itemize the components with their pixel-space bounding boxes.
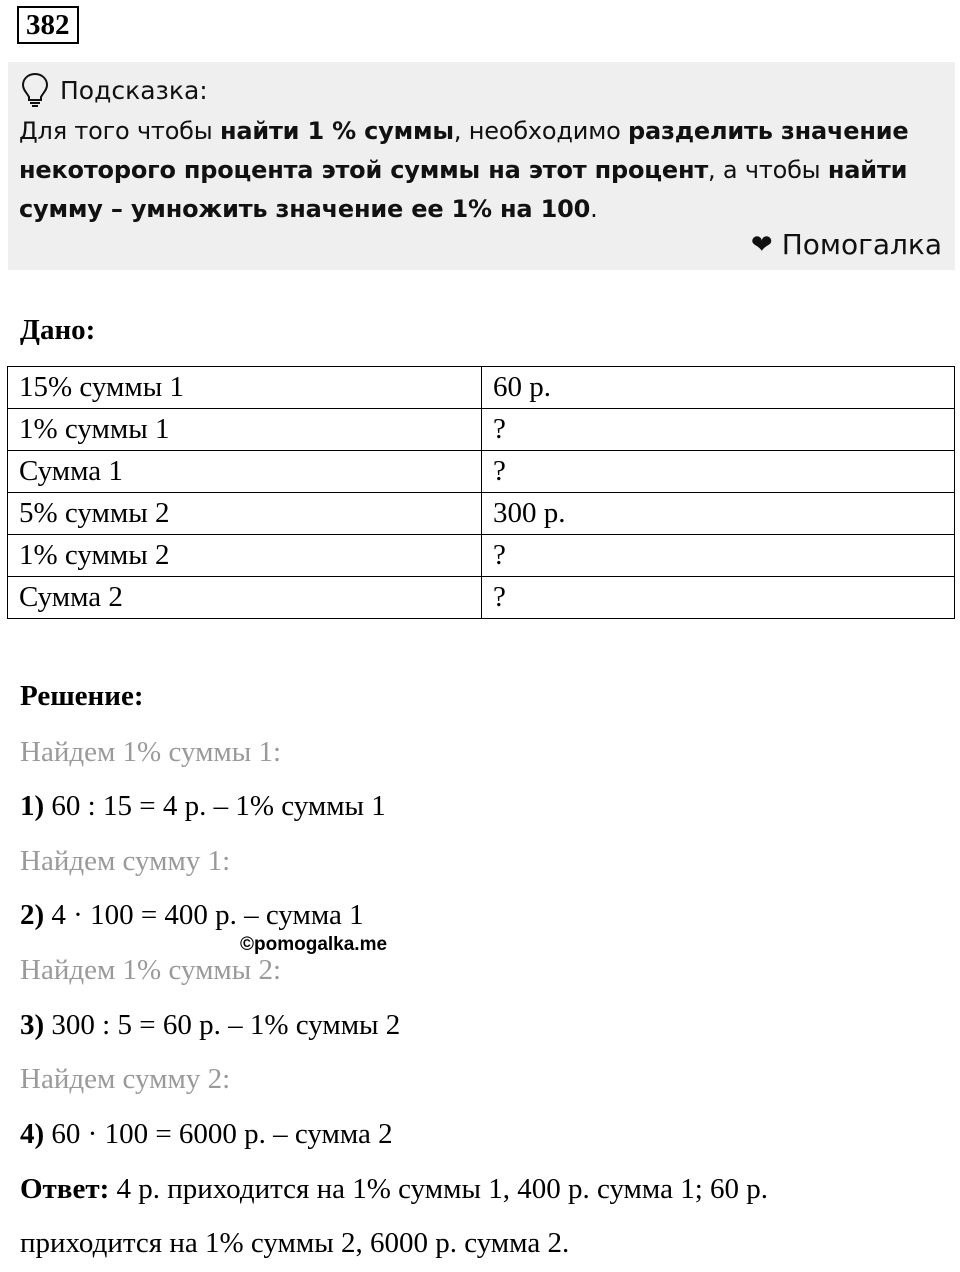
table-cell-name: Сумма 2 <box>8 577 482 619</box>
lightbulb-icon <box>20 72 50 108</box>
table-cell-name: 5% суммы 2 <box>8 493 482 535</box>
answer-line-2: приходится на 1% суммы 2, 6000 р. сумма 2. <box>20 1227 570 1259</box>
step-line <box>20 1009 400 1042</box>
watermark: ©pomogalka.me <box>240 934 388 955</box>
table-row <box>8 493 955 535</box>
answer-line-1 <box>20 1173 768 1206</box>
hint-segment: , необходимо <box>453 117 629 145</box>
step-comment: Найдем 1% суммы 1: <box>20 736 282 768</box>
table-row <box>8 451 955 493</box>
hint-title: Подсказка: <box>60 75 208 105</box>
step-line <box>20 1118 393 1151</box>
given-table <box>7 366 955 619</box>
table-cell-name: Сумма 1 <box>8 451 482 493</box>
table-cell-name: 15% суммы 1 <box>8 367 482 409</box>
step-line <box>20 790 386 823</box>
table-row <box>8 409 955 451</box>
task-number: 382 <box>17 6 79 44</box>
brand <box>751 228 942 261</box>
table-cell-value: ? <box>482 577 955 619</box>
brand-name: Помогалка <box>781 228 942 261</box>
step-number: 2) <box>20 899 45 931</box>
table-row <box>8 535 955 577</box>
step-text: 60 : 15 = 4 р. – 1% суммы 1 <box>44 790 386 822</box>
table-row <box>8 367 955 409</box>
answer-text: 4 р. приходится на 1% суммы 1, 400 р. сумма 1; 60 р. <box>109 1173 768 1205</box>
hint-segment-bold: найти сумму – умножить значение ее 1% на 100 <box>19 156 908 223</box>
hint-segment-bold: разделить значение некоторого процента этой суммы на этот процент <box>19 117 909 184</box>
step-text: 4 · 100 = 400 р. – сумма 1 <box>44 899 364 931</box>
table-cell-value: ? <box>482 451 955 493</box>
given-label: Дано: <box>20 314 96 346</box>
table-cell-value: ? <box>482 535 955 577</box>
step-comment: Найдем 1% суммы 2: <box>20 954 282 986</box>
step-number: 3) <box>20 1009 45 1041</box>
step-line <box>20 899 364 932</box>
step-comment: Найдем сумму 1: <box>20 845 231 877</box>
table-cell-value: 300 р. <box>482 493 955 535</box>
table-cell-name: 1% суммы 1 <box>8 409 482 451</box>
hint-segment: Для того чтобы <box>19 117 220 145</box>
hint-box <box>8 62 955 270</box>
heart-icon: ❤ <box>750 229 773 260</box>
step-text: 300 : 5 = 60 р. – 1% суммы 2 <box>44 1009 401 1041</box>
table-cell-value: ? <box>482 409 955 451</box>
table-cell-value: 60 р. <box>482 367 955 409</box>
hint-segment: , а чтобы <box>708 156 828 184</box>
step-comment: Найдем сумму 2: <box>20 1063 231 1095</box>
step-text: 60 · 100 = 6000 р. – сумма 2 <box>44 1118 393 1150</box>
step-number: 4) <box>20 1118 45 1150</box>
hint-text <box>19 112 944 229</box>
hint-segment-bold: найти 1 % суммы <box>219 117 454 145</box>
hint-header <box>20 70 208 110</box>
table-row <box>8 577 955 619</box>
hint-segment: . <box>590 195 598 223</box>
table-cell-name: 1% суммы 2 <box>8 535 482 577</box>
answer-label: Ответ: <box>20 1173 110 1205</box>
step-number: 1) <box>20 790 45 822</box>
solution-label: Решение: <box>20 680 144 712</box>
